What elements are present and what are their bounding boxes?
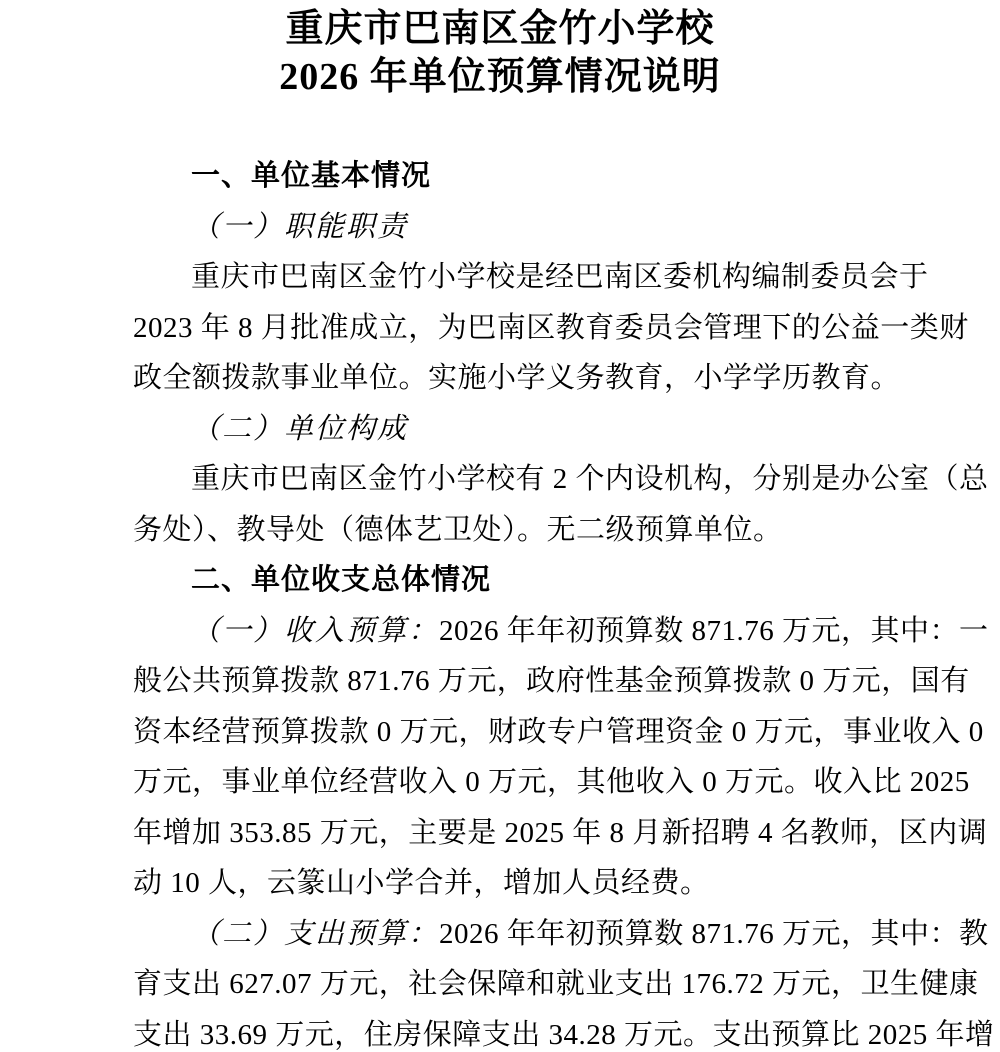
expenditure-budget-text: 2026 年年初预算数 871.76 万元，其中：教	[439, 917, 989, 950]
paragraph-functions	[133, 252, 969, 404]
paragraph-composition	[133, 454, 989, 555]
paragraph-expenditure-budget	[133, 909, 995, 1052]
paragraph-line	[133, 909, 989, 960]
paragraph-line: 万元，事业单位经营收入 0 万元，其他收入 0 万元。收入比 2025	[133, 766, 970, 798]
subsection-1-2-heading: （二）单位构成	[191, 412, 409, 445]
paragraph-line: 政全额拨款事业单位。实施小学义务教育，小学学历教育。	[133, 362, 901, 394]
paragraph-line: 育支出 627.07 万元，社会保障和就业支出 176.72 万元，卫生健康	[133, 968, 979, 1000]
document-body	[133, 151, 995, 1052]
paragraph-line: 年增加 353.85 万元，主要是 2025 年 8 月新招聘 4 名教师，区内调	[133, 816, 988, 849]
paragraph-line: 般公共预算拨款 871.76 万元，政府性基金预算拨款 0 万元，国有	[133, 665, 970, 697]
paragraph-line: 支出 33.69 万元，住房保障支出 34.28 万元。支出预算比 2025 年增	[133, 1018, 995, 1051]
income-budget-lead: （一）收入预算：	[191, 614, 440, 647]
paragraph-line: 重庆市巴南区金竹小学校有 2 个内设机构，分别是办公室（总	[191, 463, 989, 495]
document-title-line-1: 重庆市巴南区金竹小学校	[285, 8, 715, 50]
document-title-line-2: 2026 年单位预算情况说明	[279, 56, 721, 98]
paragraph-income-budget	[133, 606, 989, 909]
income-budget-text: 2026 年年初预算数 871.76 万元，其中：一	[439, 614, 989, 647]
expenditure-budget-lead: （二）支出预算：	[191, 917, 440, 950]
paragraph-line: 重庆市巴南区金竹小学校是经巴南区委机构编制委员会于	[191, 261, 929, 293]
section-2-heading: 二、单位收支总体情况	[191, 564, 492, 596]
paragraph-line: 2023 年 8 月批准成立，为巴南区教育委员会管理下的公益一类财	[133, 311, 969, 344]
section-1-heading: 一、单位基本情况	[191, 160, 432, 192]
document-title	[0, 0, 1000, 101]
subsection-1-1-heading: （一）职能职责	[191, 210, 409, 243]
paragraph-line: 动 10 人，云篆山小学合并，增加人员经费。	[133, 867, 710, 899]
paragraph-line: 资本经营预算拨款 0 万元，财政专户管理资金 0 万元，事业收入 0	[133, 715, 984, 748]
paragraph-line: 务处）、教导处（德体艺卫处）。无二级预算单位。	[133, 513, 783, 546]
paragraph-line	[133, 606, 989, 657]
